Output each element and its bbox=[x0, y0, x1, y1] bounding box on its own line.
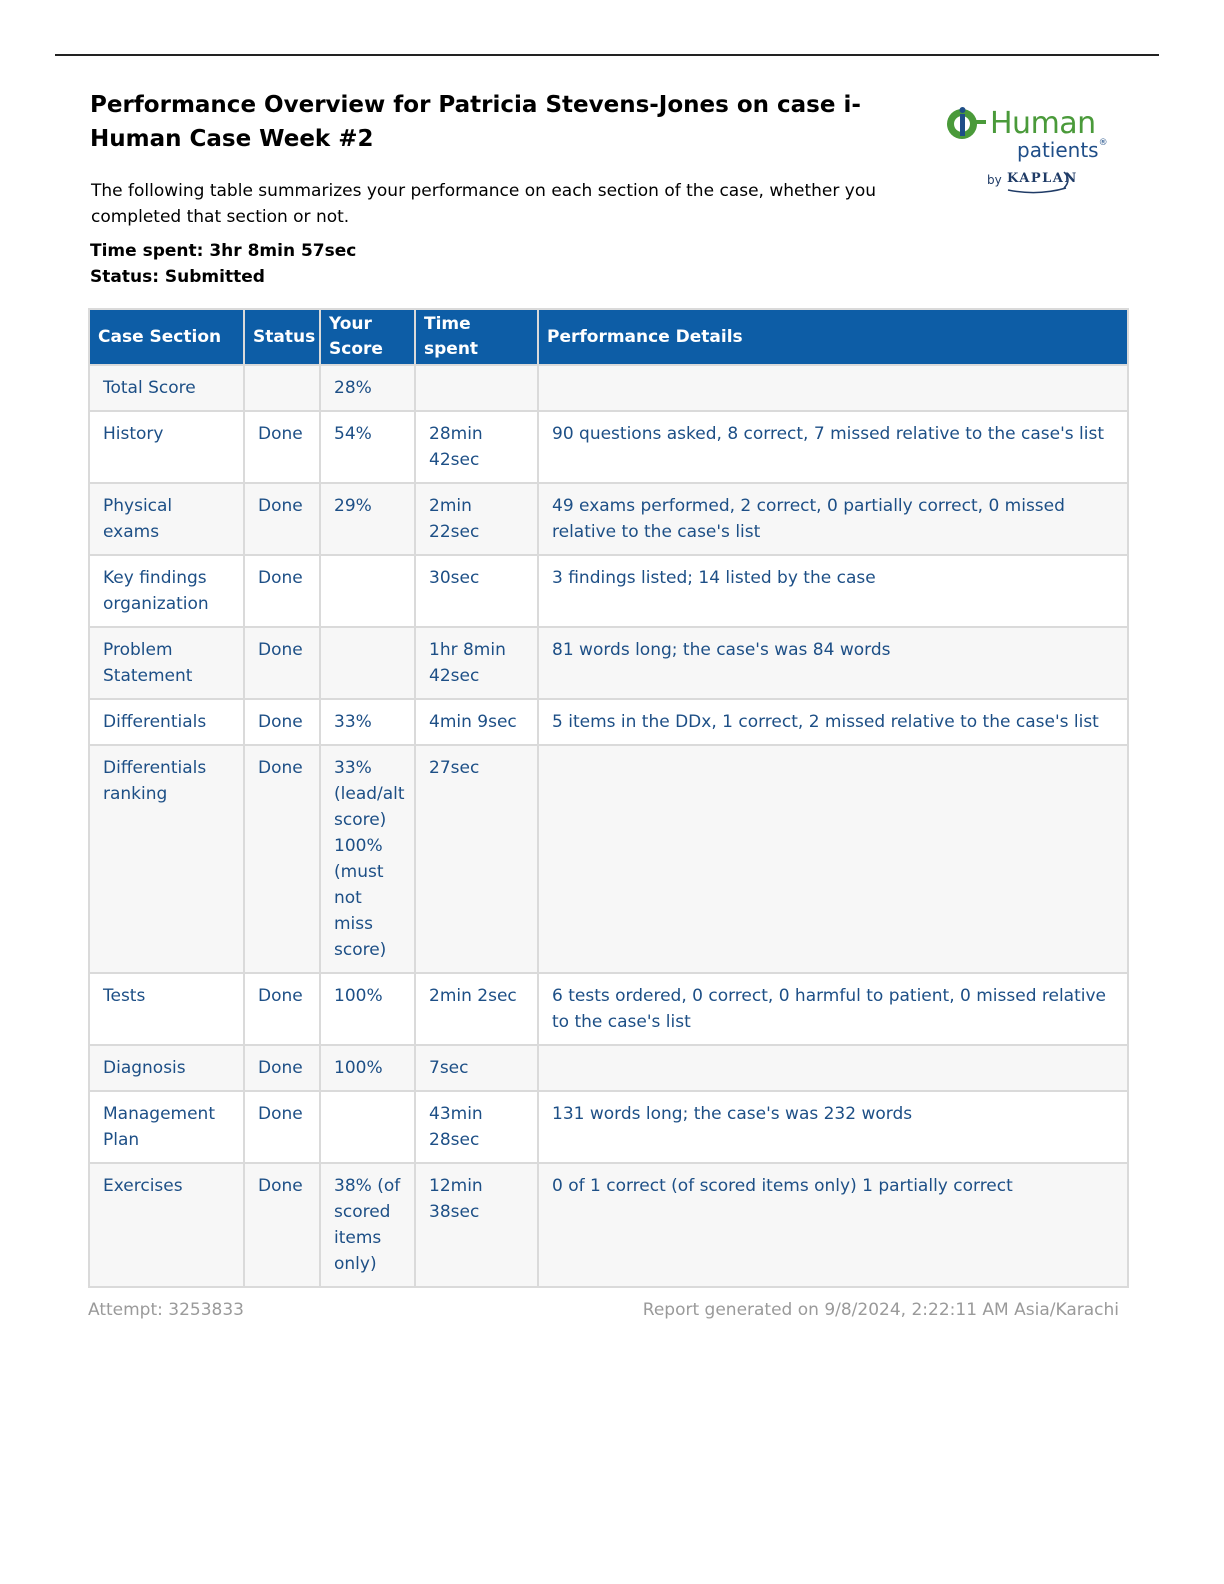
cell-status: Done bbox=[244, 555, 320, 627]
cell-score bbox=[320, 1091, 415, 1163]
table-row bbox=[89, 973, 1128, 1045]
table-row bbox=[89, 745, 1128, 973]
table-row bbox=[89, 365, 1128, 411]
cell-score: 38% (of scored items only) bbox=[320, 1163, 415, 1287]
cell-score: 33% bbox=[320, 699, 415, 745]
cell-section: Exercises bbox=[89, 1163, 244, 1287]
cell-section: Problem Statement bbox=[89, 627, 244, 699]
cell-details: 90 questions asked, 8 correct, 7 missed relative to the case's list bbox=[538, 411, 1128, 483]
table-row bbox=[89, 555, 1128, 627]
cell-score: 33% (lead/alt score) 100% (must not miss score) bbox=[320, 745, 415, 973]
attempt-id: Attempt: 3253833 bbox=[88, 1300, 244, 1320]
time-spent: Time spent: 3hr 8min 57sec bbox=[90, 241, 357, 261]
performance-table bbox=[88, 308, 1129, 1288]
table-row bbox=[89, 1163, 1128, 1287]
cell-score: 100% bbox=[320, 973, 415, 1045]
cell-score: 100% bbox=[320, 1045, 415, 1091]
cell-section: Diagnosis bbox=[89, 1045, 244, 1091]
header-time-spent: Time spent bbox=[415, 309, 538, 365]
cell-section: Physical exams bbox=[89, 483, 244, 555]
top-rule bbox=[55, 54, 1159, 56]
cell-details bbox=[538, 1045, 1128, 1091]
cell-time: 12min 38sec bbox=[415, 1163, 538, 1287]
cell-section: Differentials ranking bbox=[89, 745, 244, 973]
status-text: Status: Submitted bbox=[90, 267, 265, 287]
cell-details: 81 words long; the case's was 84 words bbox=[538, 627, 1128, 699]
table-row bbox=[89, 627, 1128, 699]
cell-score: 29% bbox=[320, 483, 415, 555]
cell-status: Done bbox=[244, 973, 320, 1045]
table-row bbox=[89, 699, 1128, 745]
cell-time: 27sec bbox=[415, 745, 538, 973]
cell-section: History bbox=[89, 411, 244, 483]
cell-time: 30sec bbox=[415, 555, 538, 627]
cell-status: Done bbox=[244, 1045, 320, 1091]
page-title: Performance Overview for Patricia Stevens-Jones on case i-Human Case Week #2 bbox=[90, 92, 861, 152]
intro-text: The following table summarizes your performance on each section of the case, whether you completed that section or not. bbox=[91, 181, 876, 227]
logo-human-text: Human bbox=[990, 106, 1096, 141]
cell-time bbox=[415, 365, 538, 411]
cell-time: 7sec bbox=[415, 1045, 538, 1091]
cell-status: Done bbox=[244, 1091, 320, 1163]
cell-time: 4min 9sec bbox=[415, 699, 538, 745]
cell-details: 49 exams performed, 2 correct, 0 partially correct, 0 missed relative to the case's list bbox=[538, 483, 1128, 555]
table-row bbox=[89, 483, 1128, 555]
cell-details: 0 of 1 correct (of scored items only) 1 partially correct bbox=[538, 1163, 1128, 1287]
cell-time: 2min 22sec bbox=[415, 483, 538, 555]
cell-details bbox=[538, 365, 1128, 411]
table-header-row bbox=[89, 309, 1128, 365]
table-row bbox=[89, 1045, 1128, 1091]
report-generated: Report generated on 9/8/2024, 2:22:11 AM Asia/Karachi bbox=[642, 1300, 1119, 1320]
cell-time: 43min 28sec bbox=[415, 1091, 538, 1163]
cell-section: Key findings organization bbox=[89, 555, 244, 627]
cell-details bbox=[538, 745, 1128, 973]
cell-details: 131 words long; the case's was 232 words bbox=[538, 1091, 1128, 1163]
cell-section: Management Plan bbox=[89, 1091, 244, 1163]
cell-status: Done bbox=[244, 1163, 320, 1287]
cell-status: Done bbox=[244, 745, 320, 973]
cell-status: Done bbox=[244, 627, 320, 699]
table-row bbox=[89, 411, 1128, 483]
cell-status: Done bbox=[244, 699, 320, 745]
cell-details: 6 tests ordered, 0 correct, 0 harmful to patient, 0 missed relative to the case's list bbox=[538, 973, 1128, 1045]
header-performance-details: Performance Details bbox=[538, 309, 1128, 365]
cell-score: 28% bbox=[320, 365, 415, 411]
cell-status bbox=[244, 365, 320, 411]
logo-by-text: by bbox=[987, 173, 1002, 187]
header-your-score: Your Score bbox=[320, 309, 415, 365]
cell-score bbox=[320, 627, 415, 699]
cell-time: 28min 42sec bbox=[415, 411, 538, 483]
cell-time: 1hr 8min 42sec bbox=[415, 627, 538, 699]
header-case-section: Case Section bbox=[89, 309, 244, 365]
cell-details: 5 items in the DDx, 1 correct, 2 missed relative to the case's list bbox=[538, 699, 1128, 745]
ihuman-logo bbox=[946, 100, 1116, 200]
table-row bbox=[89, 1091, 1128, 1163]
cell-status: Done bbox=[244, 483, 320, 555]
logo-patients-text: patients® bbox=[1017, 138, 1108, 162]
cell-section: Differentials bbox=[89, 699, 244, 745]
cell-section: Tests bbox=[89, 973, 244, 1045]
cell-status: Done bbox=[244, 411, 320, 483]
cell-time: 2min 2sec bbox=[415, 973, 538, 1045]
cell-score bbox=[320, 555, 415, 627]
cell-score: 54% bbox=[320, 411, 415, 483]
cell-section: Total Score bbox=[89, 365, 244, 411]
header-status: Status bbox=[244, 309, 320, 365]
ihuman-mark-icon bbox=[946, 104, 988, 144]
cell-details: 3 findings listed; 14 listed by the case bbox=[538, 555, 1128, 627]
logo-kaplan-text: KAPLAN bbox=[1007, 171, 1078, 186]
